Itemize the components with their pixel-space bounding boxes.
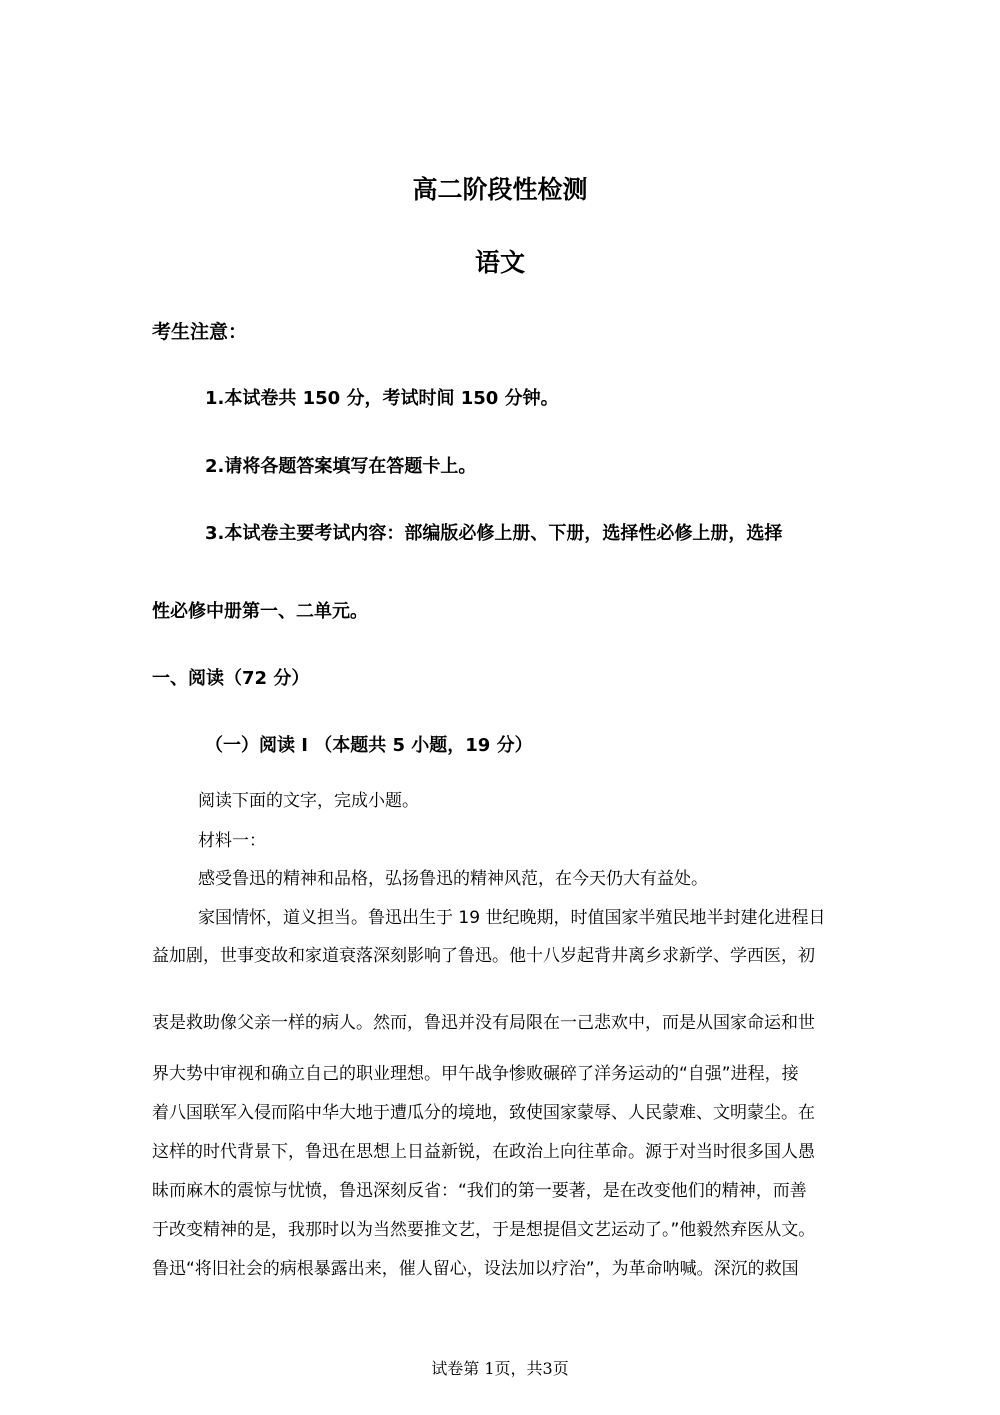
paragraph-1: 感受鲁迅的精神和品格，弘扬鲁迅的精神风范，在今天仍大有益处。 [198,869,708,889]
paragraph-2-line: 益加剧，世事变故和家道衰落深刻影响了鲁迅。他十八岁起背井离乡求新学、学西医，初 [152,946,815,966]
paragraph-2-line: 着八国联军入侵而陷中华大地于遭瓜分的境地，致使国家蒙辱、人民蒙难、文明蒙尘。在 [152,1103,815,1123]
subsection-heading: （一）阅读 I （本题共 5 小题，19 分） [205,735,533,756]
notice-item-3: 3.本试卷主要考试内容：部编版必修上册、下册，选择性必修上册，选择 [205,523,783,544]
paragraph-2-line: 界大势中审视和确立自己的职业理想。甲午战争惨败碾碎了洋务运动的“自强”进程，接 [152,1064,799,1084]
section-heading: 一、阅读（72 分） [152,668,310,689]
page-footer: 试卷第 1页，共3页 [431,1359,569,1378]
paragraph-2-line: 衷是救助像父亲一样的病人。然而，鲁迅并没有局限在一己悲欢中，而是从国家命运和世 [152,1013,815,1033]
notice-item-2: 2.请将各题答案填写在答题卡上。 [205,456,477,477]
exam-title: 高二阶段性检测 [412,175,588,204]
subject-title: 语文 [474,248,525,277]
paragraph-2-line: 这样的时代背景下，鲁迅在思想上日益新锐，在政治上向往革命。源于对当时很多国人愚 [152,1142,815,1162]
paragraph-2-line: 鲁迅“将旧社会的病根暴露出来，催人留心，设法加以疗治”，为革命呐喊。深沉的救国 [152,1259,799,1279]
notice-item-1: 1.本试卷共 150 分，考试时间 150 分钟。 [205,388,559,409]
notice-item-3-continued: 性必修中册第一、二单元。 [152,601,368,622]
paragraph-2-line: 昧而麻木的震惊与忧愤，鲁迅深刻反省：“我们的第一要著，是在改变他们的精神，而善 [152,1181,807,1201]
paragraph-2-line: 家国情怀，道义担当。鲁迅出生于 19 世纪晚期，时值国家半殖民地半封建化进程日 [198,908,826,928]
notice-heading: 考生注意： [152,321,248,343]
material-label: 材料一： [198,831,266,851]
instruction-text: 阅读下面的文字，完成小题。 [198,791,419,811]
paragraph-2-line: 于改变精神的是，我那时以为当然要推文艺，于是想提倡文艺运动了。”他毅然弃医从文。 [152,1220,816,1240]
